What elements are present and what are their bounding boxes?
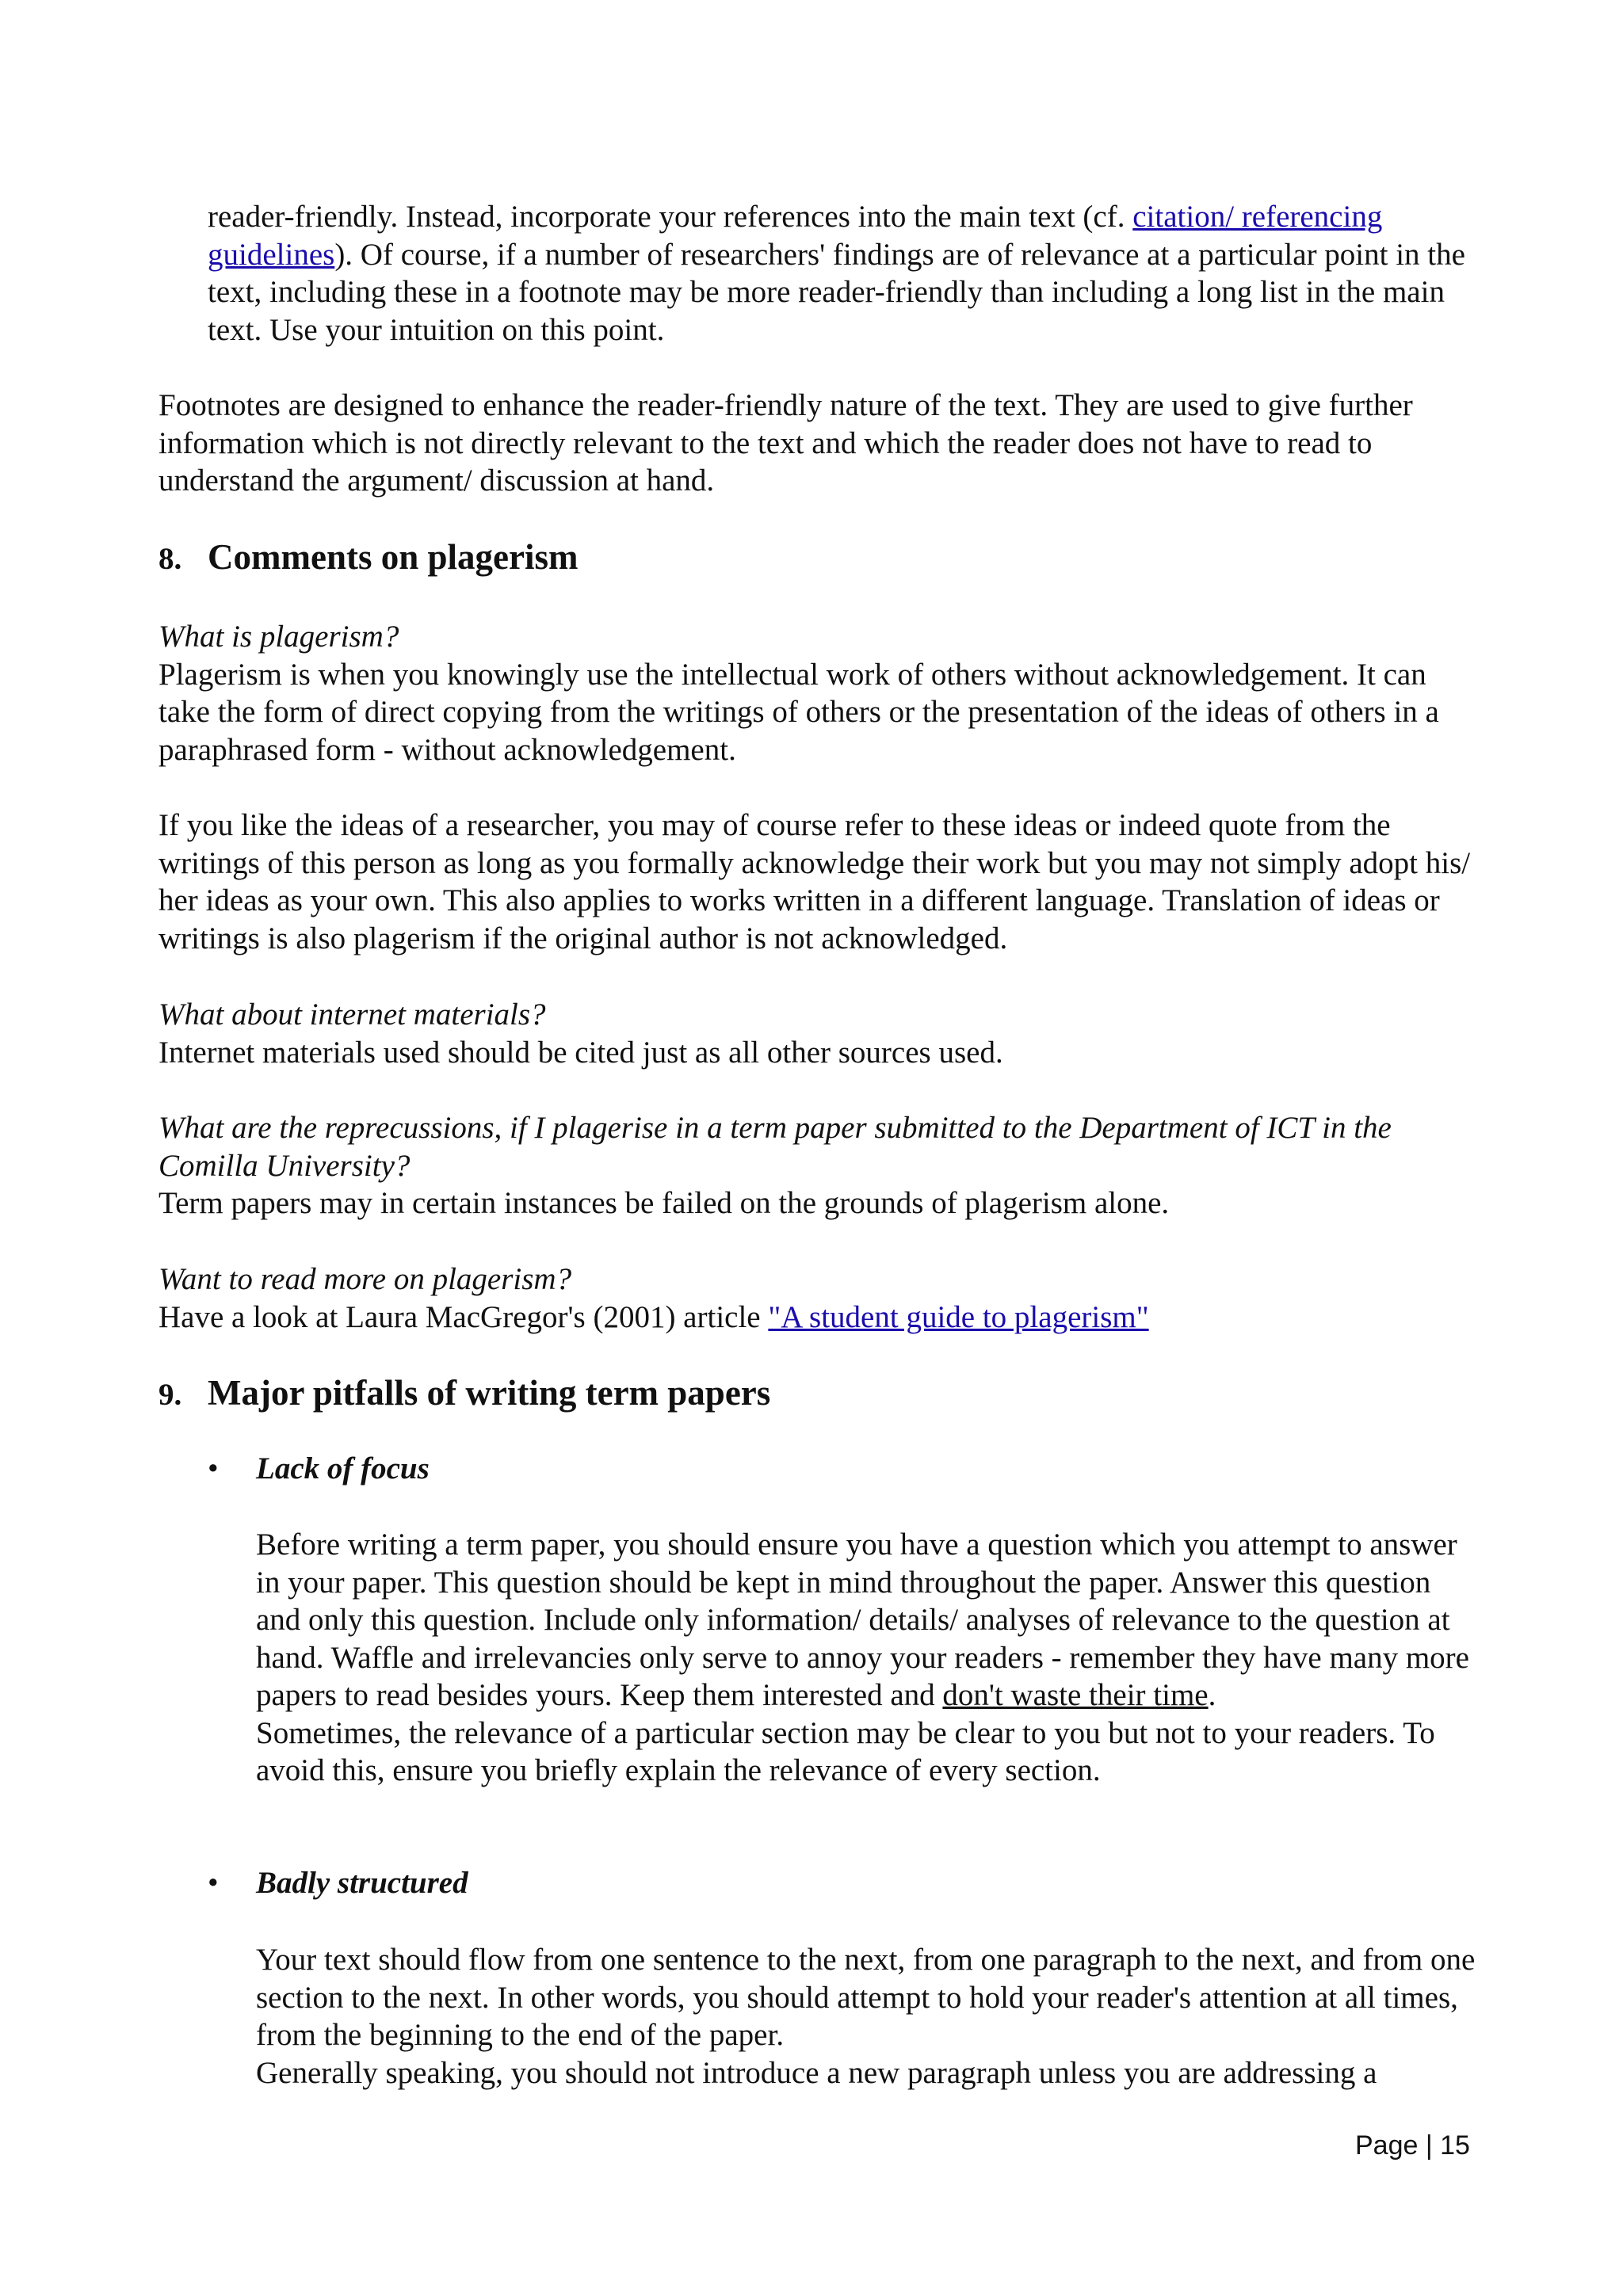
question-internet-materials: What about internet materials?	[158, 997, 546, 1032]
plagerism-researcher-paragraph	[158, 807, 1474, 957]
student-guide-link[interactable]: "A student guide to plagerism"	[768, 1299, 1149, 1334]
lack-of-focus-body	[256, 1526, 1476, 1790]
intro-paragraph	[208, 198, 1476, 349]
answer-internet-materials: Internet materials used should be cited just as all other sources used.	[158, 1035, 1003, 1070]
bullet-dot-icon: •	[208, 1451, 219, 1486]
bullet-lack-of-focus	[208, 1450, 430, 1488]
period: .	[1208, 1678, 1216, 1712]
question-reprecussions: What are the reprecussions, if I plagerise in a term paper submitted to the Department of ICT in the Comilla University?	[158, 1111, 1392, 1183]
bullet-label: Badly structured	[256, 1866, 468, 1900]
footnotes-paragraph	[158, 387, 1474, 500]
question-read-more: Want to read more on plagerism?	[158, 1262, 572, 1296]
underlined-phrase: don't waste their time	[942, 1678, 1209, 1712]
section-9-number: 9.	[158, 1378, 182, 1412]
answer-reprecussions: Term papers may in certain instances be failed on the grounds of plagerism alone.	[158, 1186, 1170, 1220]
badly-structured-body	[256, 1941, 1476, 2092]
lack-of-focus-text: Before writing a term paper, you should ensure you have a question which you attempt to answer in your paper. This question should be kept in mind throughout the paper. Answer this question and only this question. Include only information/ details/ analyses of relevance to the question at hand. Waffle and irrelevancies only serve to annoy your readers - remember they have many more papers to read besides yours. Keep them interested and	[256, 1527, 1469, 1712]
plagerism-definition	[158, 618, 1474, 769]
footnotes-text: Footnotes are designed to enhance the reader-friendly nature of the text. They are used to give further information which is not directly relevant to the text and which the reader does not have to read to understand the argument/ discussion at hand.	[158, 388, 1413, 498]
read-more-text: Have a look at Laura MacGregor's (2001) article	[158, 1299, 769, 1334]
internet-materials	[158, 996, 1474, 1071]
bullet-label: Lack of focus	[256, 1451, 430, 1486]
intro-text-end: ). Of course, if a number of researchers' findings are of relevance at a particular point in the text, including these in a footnote may be more reader-friendly than including a long list in the main text. Use your intuition on this point.	[208, 237, 1465, 347]
section-9-heading	[158, 1371, 770, 1417]
question-what-is-plagerism: What is plagerism?	[158, 620, 399, 654]
read-more	[158, 1261, 1474, 1336]
researcher-ideas-text: If you like the ideas of a researcher, you may of course refer to these ideas or indeed quote from the writings of this person as long as you formally acknowledge their work but you may not simply adopt his/ her ideas as your own. This also applies to works written in a different language. Translation of ideas or writings is also plagerism if the original author is not acknowledged.	[158, 808, 1471, 955]
bullet-dot-icon: •	[208, 1866, 219, 1900]
badly-structured-text: Your text should flow from one sentence to the next, from one paragraph to the next, and from one section to the next. In other words, you should attempt to hold your reader's attention at all times, from the beginning to the end of the paper.	[256, 1943, 1476, 2052]
lack-of-focus-text-2: Sometimes, the relevance of a particular section may be clear to you but not to your readers. To avoid this, ensure you briefly explain the relevance of every section.	[256, 1715, 1435, 1787]
section-8-number: 8.	[158, 542, 182, 576]
section-9-title: Major pitfalls of writing term papers	[208, 1373, 771, 1413]
badly-structured-text-2: Generally speaking, you should not introduce a new paragraph unless you are addressing a	[256, 2055, 1377, 2090]
reprecussions	[158, 1109, 1474, 1222]
section-8-heading	[158, 536, 578, 581]
answer-what-is-plagerism: Plagerism is when you knowingly use the intellectual work of others without acknowledgement. It can take the form of direct copying from the writings of others or the presentation of the ideas of others in a paraphrased form - without acknowledgement.	[158, 657, 1439, 767]
bullet-badly-structured	[208, 1864, 468, 1902]
intro-text-start: reader-friendly. Instead, incorporate your references into the main text (cf.	[208, 200, 1133, 234]
section-8-title: Comments on plagerism	[208, 537, 579, 577]
page-number-footer: Page | 15	[1355, 2130, 1470, 2161]
citation-guidelines-link[interactable]: citation/ referencing guidelines	[208, 200, 1383, 272]
